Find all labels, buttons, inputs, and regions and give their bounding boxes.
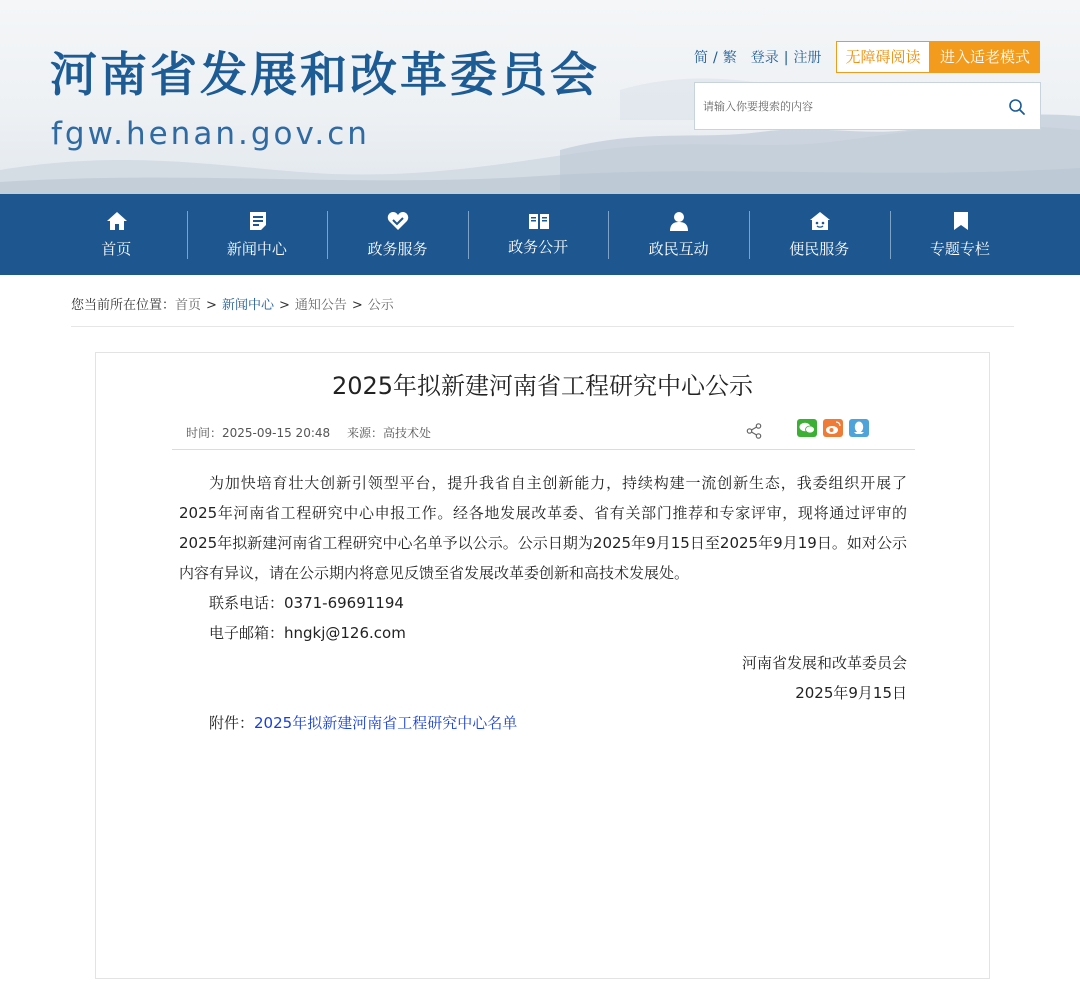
nav-item-special-topics[interactable] bbox=[890, 194, 1031, 275]
nav-item-open-government[interactable] bbox=[468, 194, 609, 275]
service-icon bbox=[387, 211, 409, 231]
site-domain: fgw.henan.gov.cn bbox=[51, 116, 370, 152]
login-link[interactable]: 登录 bbox=[750, 50, 779, 66]
nav-label: 便民服务 bbox=[789, 240, 850, 258]
article-source: 来源：高技术处 bbox=[347, 426, 432, 440]
weibo-share-icon[interactable] bbox=[823, 419, 843, 437]
breadcrumb-prefix: 您当前所在位置： bbox=[71, 298, 176, 313]
accessibility-reading-button[interactable]: 无障碍阅读 bbox=[836, 41, 930, 73]
site-title: 河南省发展和改革委员会 bbox=[50, 48, 600, 103]
nav-item-convenience[interactable] bbox=[749, 194, 890, 275]
breadcrumb-publicity[interactable]: 公示 bbox=[367, 298, 394, 313]
contact-email: 电子邮箱：hngkj@126.com bbox=[209, 624, 406, 642]
breadcrumb-arrow: > bbox=[351, 298, 363, 313]
nav-item-service[interactable] bbox=[327, 194, 468, 275]
breadcrumb-arrow: > bbox=[206, 298, 217, 313]
breadcrumb bbox=[71, 296, 1014, 327]
site-header bbox=[0, 0, 1080, 194]
nav-item-news[interactable] bbox=[187, 194, 328, 275]
breadcrumb-news-center[interactable]: 新闻中心 bbox=[221, 298, 274, 313]
news-icon bbox=[247, 211, 269, 231]
nav-item-interaction[interactable] bbox=[608, 194, 749, 275]
publish-time: 时间：2025-09-15 20:48 bbox=[186, 426, 331, 440]
lang-simplified-link[interactable]: 简 bbox=[694, 50, 708, 66]
article-body bbox=[179, 468, 907, 738]
home-icon bbox=[106, 211, 128, 231]
breadcrumb-arrow: > bbox=[278, 298, 290, 313]
auth-separator: | bbox=[783, 50, 789, 66]
attachment-label: 附件： bbox=[209, 714, 255, 732]
attachment-link[interactable]: 2025年拟新建河南省工程研究中心名单 bbox=[254, 714, 518, 732]
nav-item-home[interactable] bbox=[46, 194, 187, 275]
signature-date: 2025年9月15日 bbox=[795, 684, 907, 702]
article-paragraph: 为加快培育壮大创新引领型平台，提升我省自主创新能力，持续构建一流创新生态，我委组织开展了2025年河南省工程研究中心申报工作。经各地发展改革委、省有关部门推荐和专家评审，现将通过评审的2025年拟新建河南省工程研究中心名单予以公示。公示日期为2025年9月15日至2025年9月19日。如对公示内容有异议，请在公示期内将意见反馈至省发展改革委创新和高技术发展处。 bbox=[179, 474, 907, 582]
bookmark-icon bbox=[950, 211, 972, 231]
attachment-line bbox=[179, 708, 907, 738]
qq-share-icon[interactable] bbox=[849, 419, 869, 437]
main-nav bbox=[0, 194, 1080, 275]
article-title: 2025年拟新建河南省工程研究中心公示 bbox=[331, 372, 754, 400]
book-icon bbox=[528, 211, 550, 231]
search-box bbox=[694, 82, 1041, 130]
share-icon[interactable] bbox=[746, 423, 762, 439]
house-icon bbox=[809, 211, 831, 231]
breadcrumb-home[interactable]: 首页 bbox=[175, 298, 202, 313]
wechat-share-icon[interactable] bbox=[797, 419, 817, 437]
nav-label: 政务公开 bbox=[508, 238, 569, 256]
article-meta bbox=[172, 421, 915, 450]
elder-mode-button[interactable]: 进入适老模式 bbox=[930, 41, 1040, 73]
nav-label: 政民互动 bbox=[648, 240, 709, 258]
register-link[interactable]: 注册 bbox=[793, 50, 822, 66]
top-links bbox=[694, 48, 821, 68]
article-card bbox=[95, 352, 990, 979]
lang-separator: / bbox=[713, 50, 718, 66]
user-icon bbox=[668, 211, 690, 231]
nav-label: 首页 bbox=[101, 240, 132, 258]
nav-label: 政务服务 bbox=[367, 240, 428, 258]
nav-label: 专题专栏 bbox=[929, 240, 990, 258]
contact-phone: 联系电话：0371-69691194 bbox=[209, 594, 404, 612]
lang-traditional-link[interactable]: 繁 bbox=[722, 50, 737, 66]
breadcrumb-notices[interactable]: 通知公告 bbox=[294, 298, 347, 313]
nav-label: 新闻中心 bbox=[226, 240, 287, 258]
search-icon[interactable] bbox=[1008, 98, 1026, 116]
search-input[interactable] bbox=[703, 83, 993, 129]
signature-org: 河南省发展和改革委员会 bbox=[741, 654, 907, 672]
